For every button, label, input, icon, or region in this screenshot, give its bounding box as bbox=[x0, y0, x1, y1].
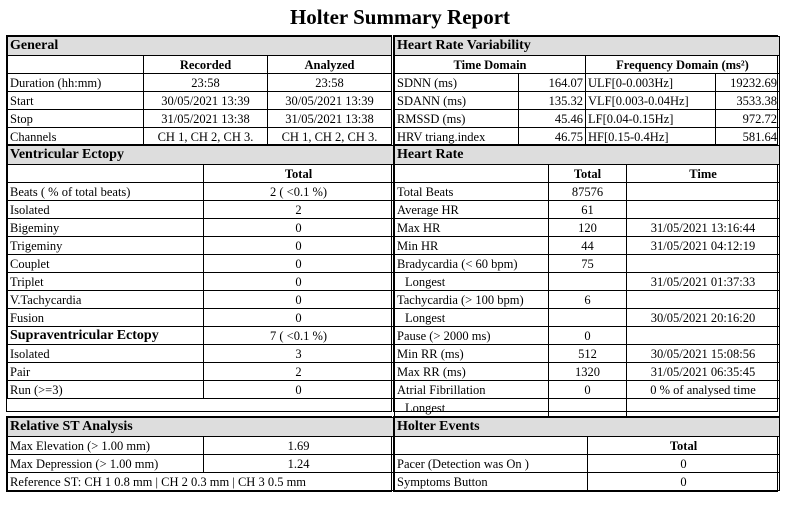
hrv-heading: Heart Rate Variability bbox=[395, 37, 780, 56]
row-value: 0 bbox=[588, 473, 780, 491]
table-row bbox=[8, 273, 394, 291]
row-time bbox=[627, 183, 780, 201]
row-label: Atrial Fibrillation bbox=[395, 381, 549, 399]
analyzed-value: 23:58 bbox=[268, 74, 392, 92]
table-row bbox=[8, 92, 392, 110]
row-label: Start bbox=[8, 92, 144, 110]
row-time bbox=[627, 399, 780, 417]
freq-label: LF[0.04-0.15Hz] bbox=[586, 110, 716, 128]
recorded-value: 31/05/2021 13:38 bbox=[144, 110, 268, 128]
row-label: Triplet bbox=[8, 273, 204, 291]
st-reference: Reference ST: CH 1 0.8 mm | CH 2 0.3 mm | CH 3 0.5 mm bbox=[8, 473, 394, 491]
time-value: 135.32 bbox=[519, 92, 586, 110]
row-value: 0 bbox=[204, 273, 394, 291]
row-label: Channels bbox=[8, 128, 144, 146]
row-time: 30/05/2021 15:08:56 bbox=[627, 345, 780, 363]
row-label: Longest bbox=[395, 399, 549, 417]
hrv-panel bbox=[393, 35, 778, 147]
ectopy-table bbox=[7, 145, 394, 399]
row-value: 0 bbox=[204, 291, 394, 309]
row-value: 0 bbox=[204, 237, 394, 255]
table-row bbox=[8, 110, 392, 128]
report-title: Holter Summary Report bbox=[289, 5, 511, 29]
table-row bbox=[8, 237, 394, 255]
st-table bbox=[7, 417, 394, 491]
row-total: 512 bbox=[549, 345, 627, 363]
row-value: 0 bbox=[588, 455, 780, 473]
table-row bbox=[8, 363, 394, 381]
row-label: Symptoms Button bbox=[395, 473, 588, 491]
row-label: Total Beats bbox=[395, 183, 549, 201]
frequency-domain-header: Frequency Domain (ms²) bbox=[586, 56, 780, 74]
row-label: Bradycardia (< 60 bpm) bbox=[395, 255, 549, 273]
row-label: Pair bbox=[8, 363, 204, 381]
row-total: 0 bbox=[549, 381, 627, 399]
table-row bbox=[395, 183, 780, 201]
row-total: 75 bbox=[549, 255, 627, 273]
heart-rate-panel bbox=[393, 144, 778, 415]
row-total: 0 bbox=[549, 327, 627, 345]
row-value: 2 ( <0.1 %) bbox=[204, 183, 394, 201]
row-label: Tachycardia (> 100 bpm) bbox=[395, 291, 549, 309]
freq-value: 581.64 bbox=[716, 128, 780, 146]
row-total: 87576 bbox=[549, 183, 627, 201]
row-label: Pause (> 2000 ms) bbox=[395, 327, 549, 345]
heart-rate-total-header: Total bbox=[549, 165, 627, 183]
row-value: 0 bbox=[204, 219, 394, 237]
row-label: Average HR bbox=[395, 201, 549, 219]
row-total: 120 bbox=[549, 219, 627, 237]
analyzed-value: 30/05/2021 13:39 bbox=[268, 92, 392, 110]
heart-rate-heading: Heart Rate bbox=[395, 146, 780, 165]
table-row bbox=[395, 273, 780, 291]
heart-rate-time-header: Time bbox=[627, 165, 780, 183]
ventricular-total-header: Total bbox=[204, 165, 394, 183]
row-label: Isolated bbox=[8, 201, 204, 219]
table-row bbox=[8, 128, 392, 146]
row-label: Longest bbox=[395, 309, 549, 327]
row-time bbox=[627, 291, 780, 309]
time-label: HRV triang.index bbox=[395, 128, 519, 146]
table-row bbox=[395, 92, 780, 110]
table-row bbox=[395, 237, 780, 255]
time-value: 45.46 bbox=[519, 110, 586, 128]
row-total: 1320 bbox=[549, 363, 627, 381]
table-row bbox=[8, 74, 392, 92]
row-time bbox=[627, 327, 780, 345]
freq-value: 19232.69 bbox=[716, 74, 780, 92]
row-total: 61 bbox=[549, 201, 627, 219]
time-value: 46.75 bbox=[519, 128, 586, 146]
row-total: 44 bbox=[549, 237, 627, 255]
general-label-header bbox=[8, 56, 144, 74]
row-value: 2 bbox=[204, 201, 394, 219]
row-total bbox=[549, 399, 627, 417]
row-label: Min RR (ms) bbox=[395, 345, 549, 363]
table-row bbox=[395, 201, 780, 219]
table-row bbox=[395, 381, 780, 399]
row-value: 2 bbox=[204, 363, 394, 381]
row-total: 6 bbox=[549, 291, 627, 309]
time-domain-header: Time Domain bbox=[395, 56, 586, 74]
table-row bbox=[395, 345, 780, 363]
table-row bbox=[8, 255, 394, 273]
row-label: V.Tachycardia bbox=[8, 291, 204, 309]
table-row bbox=[395, 74, 780, 92]
row-label: Max Depression (> 1.00 mm) bbox=[8, 455, 204, 473]
heart-rate-table bbox=[394, 145, 780, 417]
row-time: 31/05/2021 04:12:19 bbox=[627, 237, 780, 255]
row-label: Isolated bbox=[8, 345, 204, 363]
analyzed-value: 31/05/2021 13:38 bbox=[268, 110, 392, 128]
analyzed-value: CH 1, CH 2, CH 3. bbox=[268, 128, 392, 146]
table-row bbox=[395, 327, 780, 345]
events-label-header bbox=[395, 437, 588, 455]
table-row bbox=[8, 291, 394, 309]
ventricular-heading: Ventricular Ectopy bbox=[8, 146, 394, 165]
analyzed-header: Analyzed bbox=[268, 56, 392, 74]
st-heading: Relative ST Analysis bbox=[8, 418, 394, 437]
events-panel bbox=[393, 416, 778, 492]
row-time: 0 % of analysed time bbox=[627, 381, 780, 399]
row-time bbox=[627, 255, 780, 273]
recorded-value: CH 1, CH 2, CH 3. bbox=[144, 128, 268, 146]
recorded-value: 23:58 bbox=[144, 74, 268, 92]
row-time bbox=[627, 201, 780, 219]
row-total bbox=[549, 309, 627, 327]
table-row bbox=[8, 201, 394, 219]
row-time: 31/05/2021 01:37:33 bbox=[627, 273, 780, 291]
time-value: 164.07 bbox=[519, 74, 586, 92]
table-row bbox=[8, 219, 394, 237]
events-heading: Holter Events bbox=[395, 418, 780, 437]
table-row bbox=[8, 345, 394, 363]
recorded-header: Recorded bbox=[144, 56, 268, 74]
row-total bbox=[549, 273, 627, 291]
table-row bbox=[395, 219, 780, 237]
row-label: Longest bbox=[395, 273, 549, 291]
general-table bbox=[7, 36, 392, 146]
time-label: SDNN (ms) bbox=[395, 74, 519, 92]
table-row bbox=[8, 309, 394, 327]
row-value: 1.69 bbox=[204, 437, 394, 455]
supraventricular-heading: Supraventricular Ectopy bbox=[8, 327, 204, 345]
row-label: Min HR bbox=[395, 237, 549, 255]
row-value: 0 bbox=[204, 255, 394, 273]
table-row bbox=[395, 128, 780, 146]
table-row bbox=[395, 291, 780, 309]
row-label: Beats ( % of total beats) bbox=[8, 183, 204, 201]
row-value: 1.24 bbox=[204, 455, 394, 473]
table-row bbox=[8, 381, 394, 399]
hrv-table bbox=[394, 36, 780, 146]
row-label: Pacer (Detection was On ) bbox=[395, 455, 588, 473]
row-value: 0 bbox=[204, 381, 394, 399]
table-row bbox=[395, 255, 780, 273]
row-label: Duration (hh:mm) bbox=[8, 74, 144, 92]
row-value: 3 bbox=[204, 345, 394, 363]
general-panel bbox=[6, 35, 392, 147]
recorded-value: 30/05/2021 13:39 bbox=[144, 92, 268, 110]
row-label: Stop bbox=[8, 110, 144, 128]
row-time: 31/05/2021 13:16:44 bbox=[627, 219, 780, 237]
time-label: SDANN (ms) bbox=[395, 92, 519, 110]
general-heading: General bbox=[8, 37, 392, 56]
table-row bbox=[8, 183, 394, 201]
row-label: Fusion bbox=[8, 309, 204, 327]
row-label: Trigeminy bbox=[8, 237, 204, 255]
table-row bbox=[395, 309, 780, 327]
ventricular-label-header bbox=[8, 165, 204, 183]
table-row bbox=[395, 473, 780, 491]
ectopy-panel bbox=[6, 144, 392, 412]
events-table bbox=[394, 417, 780, 491]
freq-label: ULF[0-0.003Hz] bbox=[586, 74, 716, 92]
table-row bbox=[395, 110, 780, 128]
row-label: Max RR (ms) bbox=[395, 363, 549, 381]
heart-rate-label-header bbox=[395, 165, 549, 183]
events-total-header: Total bbox=[588, 437, 780, 455]
row-label: Max HR bbox=[395, 219, 549, 237]
table-row bbox=[395, 399, 780, 417]
table-row bbox=[8, 437, 394, 455]
row-value: 0 bbox=[204, 309, 394, 327]
table-row bbox=[395, 363, 780, 381]
freq-value: 3533.38 bbox=[716, 92, 780, 110]
table-row bbox=[8, 455, 394, 473]
row-time: 30/05/2021 20:16:20 bbox=[627, 309, 780, 327]
row-label: Max Elevation (> 1.00 mm) bbox=[8, 437, 204, 455]
freq-label: VLF[0.003-0.04Hz] bbox=[586, 92, 716, 110]
row-label: Run (>=3) bbox=[8, 381, 204, 399]
row-label: Bigeminy bbox=[8, 219, 204, 237]
freq-value: 972.72 bbox=[716, 110, 780, 128]
st-panel bbox=[6, 416, 392, 492]
table-row bbox=[395, 455, 780, 473]
row-time: 31/05/2021 06:35:45 bbox=[627, 363, 780, 381]
supraventricular-total: 7 ( <0.1 %) bbox=[204, 327, 394, 345]
freq-label: HF[0.15-0.4Hz] bbox=[586, 128, 716, 146]
row-label: Couplet bbox=[8, 255, 204, 273]
time-label: RMSSD (ms) bbox=[395, 110, 519, 128]
